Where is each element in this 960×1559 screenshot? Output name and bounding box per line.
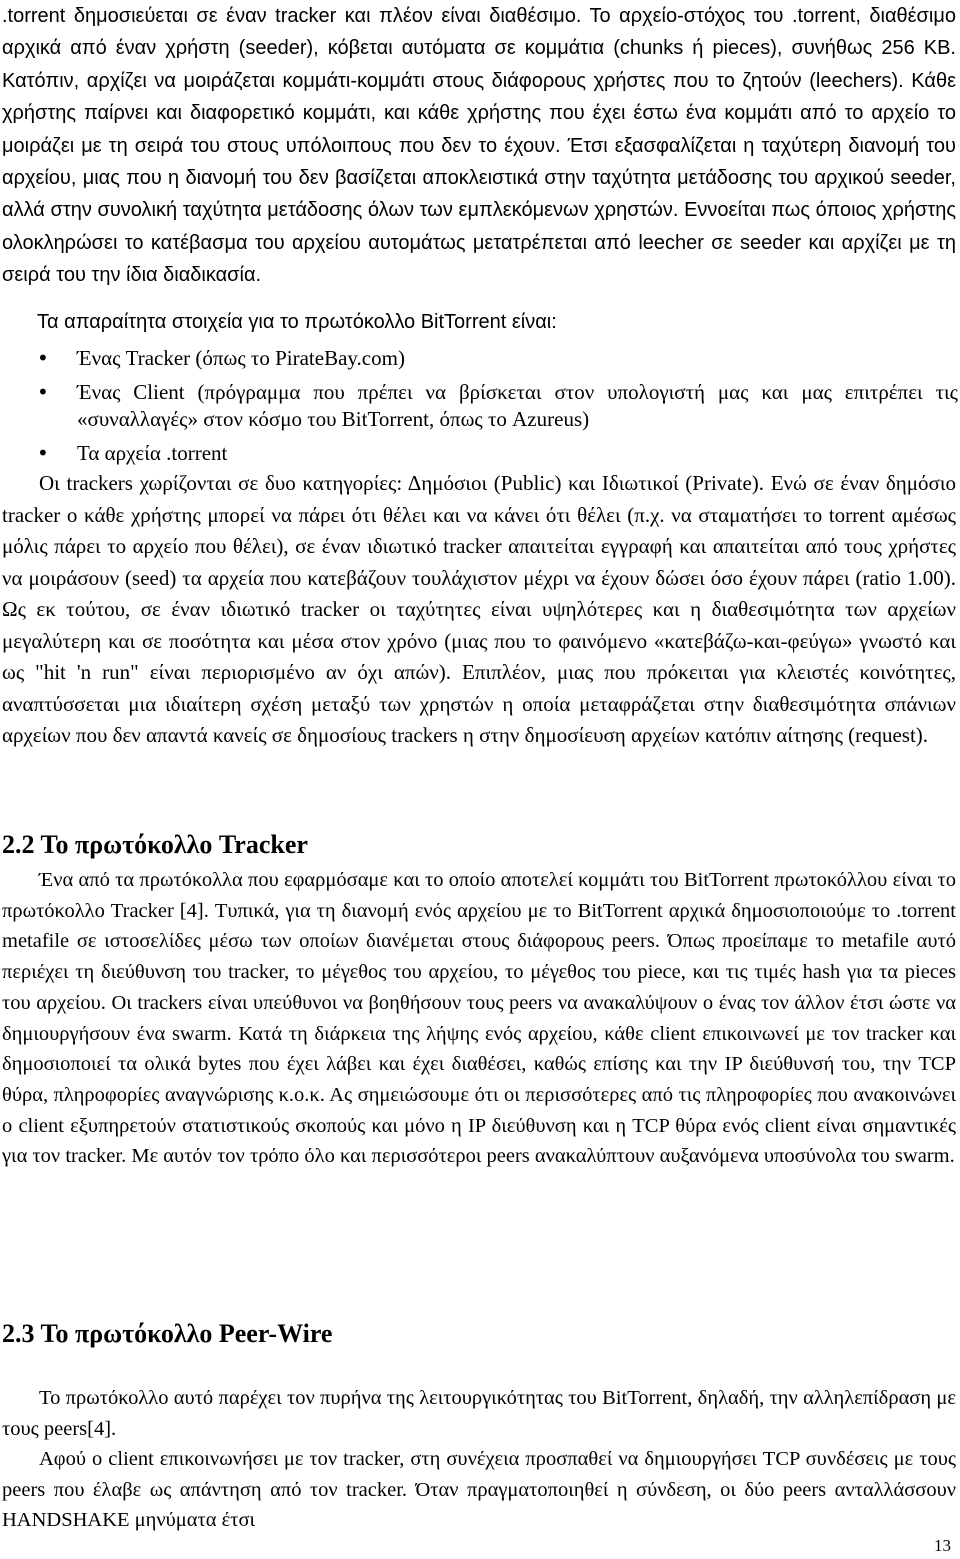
section-heading-tracker: 2.2 Το πρωτόκολλο Tracker xyxy=(2,830,308,859)
list-item: • Τα αρχεία .torrent xyxy=(0,440,958,467)
requirements-list xyxy=(0,345,958,474)
tracker-paragraph: Ένα από τα πρωτόκολλα που εφαρμόσαμε και το οποίο αποτελεί κομμάτι του BitTorrent πρωτοκόλλου είναι το πρωτόκολλο Tracker [4]. Τυπικά, για τη διανομή ενός αρχείου με το BitTorrent αρχικά δημοσιοποιούμε το .torrent metafile σε ιστοσελίδες μέσω των οποίων διανέμεται στους διάφορους peers. Όπως προείπαμε το metafile αυτό περιέχει τη διεύθυνση του tracker, το μέγεθος του αρχείου, το μέγεθος του piece, και τις τιμές hash για τα pieces του αρχείου. Οι trackers είναι υπεύθυνοι να βοηθήσουν τους peers να ανακαλύψουν ο ένας τον άλλον έτσι ώστε να δημιουργήσουν ένα swarm. Κατά τη διάρκεια της λήψης ενός αρχείου, κάθε client επικοινωνεί με τον tracker και δημοσιοποιεί τα ολικά bytes που έχει λάβει και έχει διαθέσει, καθώς επίσης και την IP διεύθυνσή του, την TCP θύρα, πληροφορίες αναγνώρισης κ.ο.κ. Ας σημειώσουμε ότι οι περισσότερες από τις πληροφορίες που ανακοινώνει ο client εξυπηρετούν στατιστικούς σκοπούς και μόνο η IP διεύθυνση και η TCP θύρα ενός client είναι σημαντικές για τον tracker. Με αυτόν τον τρόπο όλο και περισσότεροι peers ανακαλύπτουν αυξανόμενα υποσύνολα του swarm. xyxy=(2,869,956,1168)
list-item: • Ένας Tracker (όπως το PirateBay.com) xyxy=(0,345,958,372)
peer-wire-section-body xyxy=(2,1383,956,1536)
peer-wire-paragraph-1: Το πρωτόκολλο αυτό παρέχει τον πυρήνα της λειτουργικότητας του BitTorrent, δηλαδή, την αλληλεπίδραση με τους peers[4]. xyxy=(2,1387,956,1440)
requirements-intro: Τα απαραίτητα στοιχεία για το πρωτόκολλο BitTorrent είναι: xyxy=(37,311,557,333)
list-item: • Ένας Client (πρόγραμμα που πρέπει να βρίσκεται στον υπολογιστή μας και μας επιτρέπει τις «συναλλαγές» στον κόσμο του BitTorrent, όπως το Azureus) xyxy=(0,379,958,433)
trackers-section xyxy=(2,468,956,752)
page-number: 13 xyxy=(934,1536,951,1555)
tracker-section-body xyxy=(2,865,956,1172)
intro-paragraph: .torrent δημοσιεύεται σε έναν tracker και πλέον είναι διαθέσιμο. Το αρχείο-στόχος του .torrent, διαθέσιμο αρχικά από έναν χρήστη (seeder), κόβεται αυτόματα σε κομμάτια (chunks ή pieces), συνήθως 256 KB. Κατόπιν, αρχίζει να μοιράζεται κομμάτι-κομμάτι στους διάφορους χρήστες που το ζητούν (leechers). Κάθε χρήστης παίρνει και διαφορετικό κομμάτι, και κάθε χρήστης που έχει έστω ένα κομμάτι από το αρχείο το μοιράζει με τη σειρά του στους υπόλοιπους που δεν το έχουν. Έτσι εξασφαλίζεται η ταχύτερη διανομή του αρχείου, μιας που η διανομή του δεν βασίζεται αποκλειστικά στην ταχύτητα μετάδοσης του αρχικού seeder, αλλά στην συνολική ταχύτητα μετάδοσης όλων των εμπλεκόμενων χρηστών. Εννοείται πως όποιος χρήστης ολοκληρώσει το κατέβασμα του αρχείου αυτομάτως μετατρέπεται από leecher σε seeder και αρχίζει με τη σειρά του την ίδια διαδικασία. xyxy=(2,5,957,287)
peer-wire-paragraph-2: Αφού ο client επικοινωνήσει με τον tracker, στη συνέχεια προσπαθεί να δημιουργήσει TCP συνδέσεις με τους peers που έλαβε ως απάντηση από τον tracker. Όταν πραγματοποιηθεί η σύνδεση, οι δύο peers ανταλλάσσουν HANDSHAKE μηνύματα έτσι xyxy=(2,1448,956,1531)
section-heading-peer-wire: 2.3 Το πρωτόκολλο Peer-Wire xyxy=(2,1319,333,1348)
trackers-paragraph: Οι trackers χωρίζονται σε δυο κατηγορίες: Δημόσιοι (Public) και Ιδιωτικοί (Private). Ενώ σε έναν δημόσιο tracker ο κάθε χρήστης μπορεί να πάρει ότι θέλει και να κάνει ότι θέλει (π.χ. να σταματήσει το torrent αμέσως μόλις πάρει το αρχείο που θέλει), σε έναν ιδιωτικό tracker απαιτείται εγγραφή και απαιτείται από τους χρήστες να μοιράσουν (seed) τα αρχεία που κατεβάζουν τουλάχιστον μέχρι να έχουν δώσει όσο έχουν πάρει (ratio 1.00). Ως εκ τούτου, σε έναν ιδιωτικό tracker οι ταχύτητες είναι υψηλότερες και η διαθεσιμότητα των αρχείων μεγαλύτερη και σε ποσότητα και μέσα στον χρόνο (μιας που το φαινόμενο «κατεβάζω-και-φεύγω» γνωστό και ως "hit 'n run" είναι περιορισμένο αν όχι απών). Επιπλέον, μιας που πρόκειται για κλειστές κοινότητες, αναπτύσσεται μια ιδιαίτερη σχέση μεταξύ των χρηστών η οποία μεταφράζεται στην διαθεσιμότητα σπάνιων αρχείων που δεν απαντά κανείς σε δημοσίους trackers η στην δημοσίευση αρχείων κατόπιν αίτησης (request). xyxy=(2,471,956,747)
